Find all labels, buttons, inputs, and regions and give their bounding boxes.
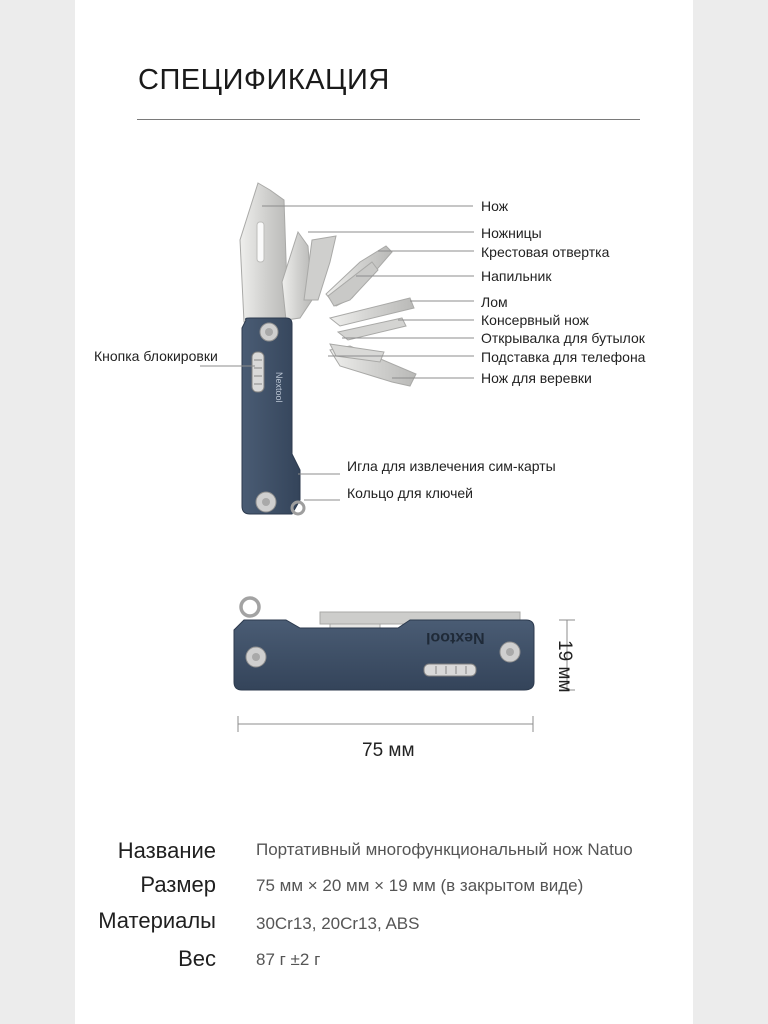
spec-value-name: Портативный многофункциональный нож Natuo: [256, 840, 633, 859]
height-dimension: 19 мм: [554, 640, 575, 693]
brand-engraving: Nextool: [426, 629, 485, 646]
spec-value-weight: 87 г ±2 г: [256, 950, 321, 969]
label-bottle-opener: Открывалка для бутылок: [481, 330, 645, 346]
page-title: СПЕЦИФИКАЦИЯ: [138, 64, 390, 96]
length-dimension: 75 мм: [362, 740, 415, 761]
spec-key-weight: Вес: [178, 946, 216, 971]
label-lock-button: Кнопка блокировки: [94, 348, 218, 364]
label-can-opener: Консервный нож: [481, 312, 589, 328]
spec-key-name: Название: [117, 838, 216, 863]
label-sim-pin: Игла для извлечения сим-карты: [347, 458, 556, 474]
spec-key-size: Размер: [140, 872, 216, 897]
handle-vertical: [242, 318, 300, 514]
spec-value-materials: 30Cr13, 20Cr13, ABS: [256, 914, 420, 933]
spec-key-materials: Материалы: [98, 908, 216, 933]
label-key-ring: Кольцо для ключей: [347, 485, 473, 501]
label-knife: Нож: [481, 198, 509, 214]
label-phillips: Крестовая отвертка: [481, 244, 610, 260]
key-ring-horizontal: [241, 598, 259, 616]
label-rope-cutter: Нож для веревки: [481, 370, 592, 386]
label-pry-bar: Лом: [481, 294, 508, 310]
label-file: Напильник: [481, 268, 552, 284]
spec-value-size: 75 мм × 20 мм × 19 мм (в закрытом виде): [256, 876, 584, 895]
label-phone-stand: Подставка для телефона: [481, 349, 646, 365]
svg-text:Nextool: Nextool: [274, 372, 284, 403]
handle-horizontal: [234, 620, 534, 690]
lock-button: [252, 352, 264, 392]
label-scissors: Ножницы: [481, 225, 542, 241]
